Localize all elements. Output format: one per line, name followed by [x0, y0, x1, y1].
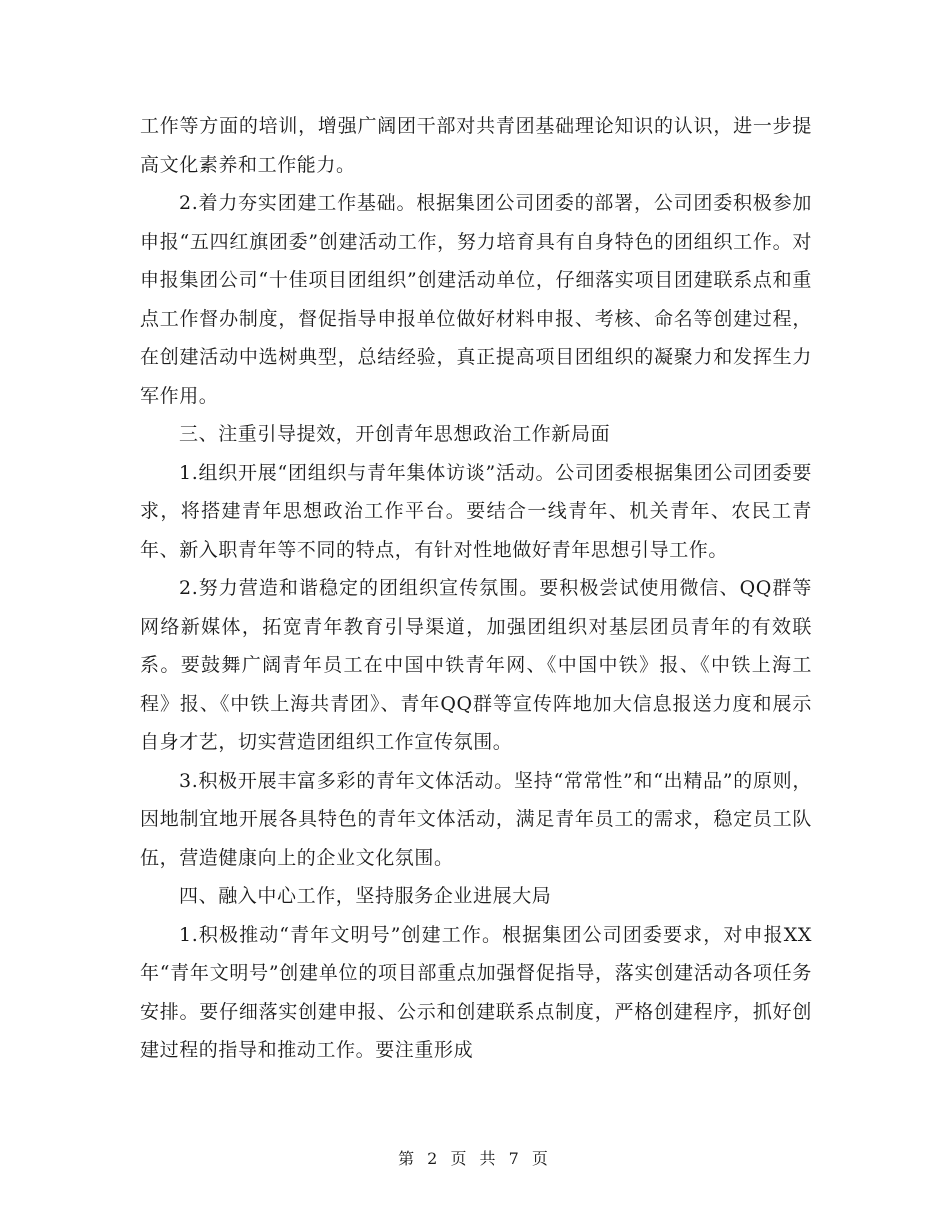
paragraph-item-3-activities: 3.积极开展丰富多彩的青年文体活动。坚持“常常性”和“出精品”的原则，因地制宜地开展各具特色的青年文体活动，满足青年员工的需求，稳定员工队伍，营造健康向上的企业文化氛围。	[140, 769, 812, 869]
document-body	[140, 107, 812, 1070]
section-heading-3: 三、注重引导提效，开创青年思想政治工作新局面	[179, 423, 611, 445]
section-heading-4: 四、融入中心工作，坚持服务企业进展大局	[179, 885, 552, 907]
paragraph-item-1-interview: 1.组织开展“团组织与青年集体访谈”活动。公司团委根据集团公司团委要求，将搭建青年思想政治工作平台。要结合一线青年、机关青年、农民工青年、新入职青年等不同的特点，有针对性地做好青年思想引导工作。	[140, 461, 812, 561]
paragraph-item-2-foundation: 2.着力夯实团建工作基础。根据集团公司团委的部署，公司团委积极参加申报“五四红旗团委”创建活动工作，努力培育具有自身特色的团组织工作。对申报集团公司“十佳项目团组织”创建活动单位，仔细落实项目团建联系点和重点工作督办制度，督促指导申报单位做好材料申报、考核、命名等创建过程，在创建活动中选树典型，总结经验，真正提高项目团组织的凝聚力和发挥生力军作用。	[140, 192, 812, 407]
paragraph-item-1-civilization: 1.积极推动“青年文明号”创建工作。根据集团公司团委要求，对申报XX年“青年文明号”创建单位的项目部重点加强督促指导，落实创建活动各项任务安排。要仔细落实创建申报、公示和创建联系点制度，严格创建程序，抓好创建过程的指导和推动工作。要注重形成	[140, 923, 812, 1061]
paragraph-continuation: 工作等方面的培训，增强广阔团干部对共青团基础理论知识的认识，进一步提高文化素养和工作能力。	[140, 115, 812, 176]
paragraph-item-2-publicity: 2.努力营造和谐稳定的团组织宣传氛围。要积极尝试使用微信、QQ群等网络新媒体，拓宽青年教育引导渠道，加强团组织对基层团员青年的有效联系。要鼓舞广阔青年员工在中国中铁青年网、《中国中铁》报、《中铁上海工程》报、《中铁上海共青团》、青年QQ群等宣传阵地加大信息报送力度和展示自身才艺，切实营造团组织工作宣传氛围。	[140, 577, 812, 753]
page-footer: 第 2 页 共 7 页	[398, 1149, 552, 1168]
